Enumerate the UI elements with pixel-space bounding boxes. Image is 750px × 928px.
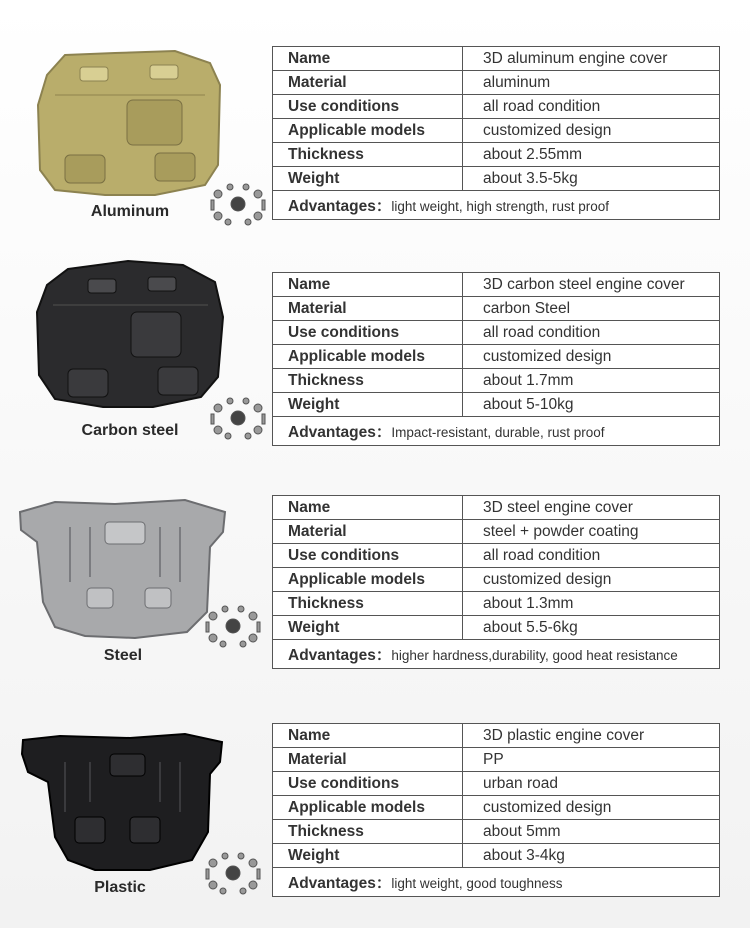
advantages-label: Advantages： [288, 198, 392, 215]
table-row [273, 167, 720, 191]
steel-engine-cover-image [15, 492, 230, 642]
row-key: Material [273, 297, 463, 321]
row-key: Name [273, 273, 463, 297]
product-label: Plastic [94, 879, 146, 896]
table-row [273, 95, 720, 119]
advantages-value: Impact-resistant, durable, rust proof [391, 425, 605, 440]
row-key: Name [273, 724, 463, 748]
table-row [273, 820, 720, 844]
product-label: Aluminum [90, 203, 170, 220]
row-key: Thickness [273, 820, 463, 844]
table-row [273, 496, 720, 520]
table-row [273, 321, 720, 345]
product-label: Carbon steel [81, 422, 179, 439]
row-value: customized design [463, 568, 720, 592]
row-value: customized design [463, 796, 720, 820]
table-row [273, 143, 720, 167]
row-value: all road condition [463, 321, 720, 345]
row-value: customized design [463, 119, 720, 143]
row-value: about 3-4kg [463, 844, 720, 868]
advantages-row [273, 417, 720, 446]
table-row [273, 748, 720, 772]
table-row [273, 520, 720, 544]
row-key: Weight [273, 616, 463, 640]
row-key: Material [273, 748, 463, 772]
row-value: about 1.3mm [463, 592, 720, 616]
spec-table [272, 272, 720, 446]
advantages-value: light weight, good toughness [391, 876, 563, 891]
table-row [273, 616, 720, 640]
row-key: Use conditions [273, 544, 463, 568]
row-value: about 1.7mm [463, 369, 720, 393]
table-row [273, 544, 720, 568]
table-row [273, 592, 720, 616]
table-row [273, 297, 720, 321]
spec-table [272, 723, 720, 897]
row-value: PP [463, 748, 720, 772]
spec-table [272, 46, 720, 220]
row-value: 3D plastic engine cover [463, 724, 720, 748]
row-key: Use conditions [273, 772, 463, 796]
table-row [273, 345, 720, 369]
row-value: about 3.5-5kg [463, 167, 720, 191]
table-row [273, 568, 720, 592]
row-value: about 2.55mm [463, 143, 720, 167]
advantages-label: Advantages： [288, 647, 392, 664]
table-row [273, 772, 720, 796]
aluminum-engine-cover-image [35, 45, 225, 200]
row-value: about 5mm [463, 820, 720, 844]
plastic-engine-cover-image [20, 732, 225, 877]
advantages-row [273, 868, 720, 897]
row-key: Thickness [273, 143, 463, 167]
row-value: about 5-10kg [463, 393, 720, 417]
row-value: 3D carbon steel engine cover [463, 273, 720, 297]
advantages-row [273, 640, 720, 669]
table-row [273, 119, 720, 143]
row-key: Applicable models [273, 345, 463, 369]
row-value: aluminum [463, 71, 720, 95]
table-row [273, 71, 720, 95]
row-key: Applicable models [273, 119, 463, 143]
row-value: all road condition [463, 544, 720, 568]
table-row [273, 393, 720, 417]
row-value: 3D steel engine cover [463, 496, 720, 520]
product-label: Steel [103, 647, 143, 664]
row-key: Use conditions [273, 321, 463, 345]
advantages-value: light weight, high strength, rust proof [391, 199, 609, 214]
row-key: Thickness [273, 592, 463, 616]
row-key: Name [273, 496, 463, 520]
row-value: about 5.5-6kg [463, 616, 720, 640]
mounting-hardware-image [203, 851, 263, 901]
row-key: Thickness [273, 369, 463, 393]
table-row [273, 369, 720, 393]
advantages-label: Advantages： [288, 424, 392, 441]
row-key: Applicable models [273, 568, 463, 592]
table-row [273, 273, 720, 297]
row-value: 3D aluminum engine cover [463, 47, 720, 71]
row-key: Weight [273, 167, 463, 191]
table-row [273, 724, 720, 748]
row-value: all road condition [463, 95, 720, 119]
row-key: Material [273, 71, 463, 95]
spec-table [272, 495, 720, 669]
row-value: urban road [463, 772, 720, 796]
row-value: carbon Steel [463, 297, 720, 321]
row-value: customized design [463, 345, 720, 369]
row-key: Name [273, 47, 463, 71]
advantages-row [273, 191, 720, 220]
row-key: Applicable models [273, 796, 463, 820]
carbon-steel-engine-cover-image [33, 257, 228, 412]
table-row [273, 796, 720, 820]
row-key: Weight [273, 393, 463, 417]
advantages-value: higher hardness,durability, good heat resistance [391, 648, 678, 663]
row-key: Weight [273, 844, 463, 868]
row-key: Use conditions [273, 95, 463, 119]
advantages-label: Advantages： [288, 875, 392, 892]
table-row [273, 844, 720, 868]
row-value: steel + powder coating [463, 520, 720, 544]
row-key: Material [273, 520, 463, 544]
table-row [273, 47, 720, 71]
